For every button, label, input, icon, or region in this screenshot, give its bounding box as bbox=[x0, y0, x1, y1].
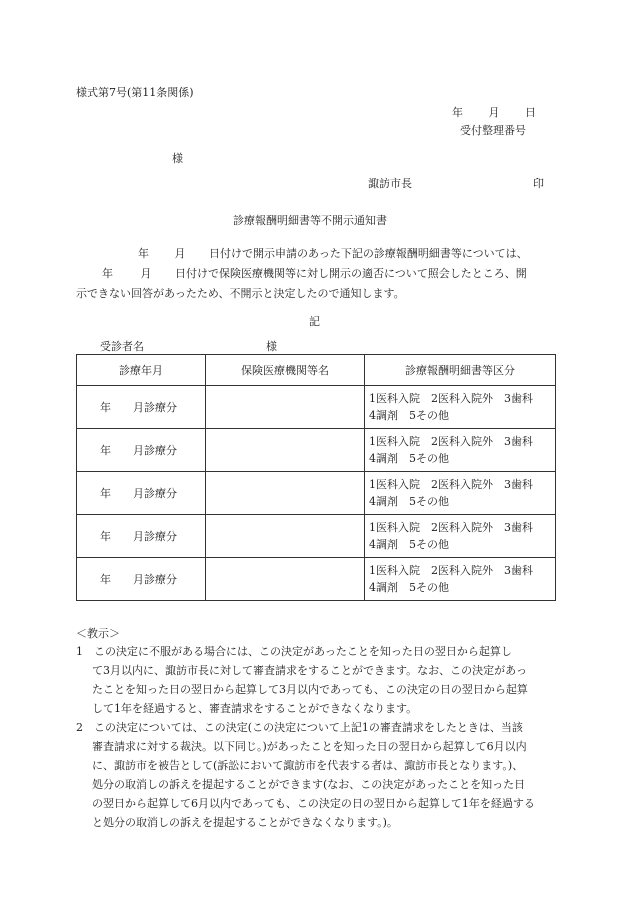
billing-table bbox=[76, 354, 556, 601]
addressee-suffix: 様 bbox=[172, 152, 183, 165]
body-line-2-year: 年 bbox=[102, 267, 113, 280]
ki-label: 記 bbox=[309, 315, 320, 328]
instruction-item-1-line: 1 この決定に不服がある場合には、この決定があったことを知った日の翌日から起算し bbox=[76, 645, 512, 658]
patient-name-suffix: 様 bbox=[266, 340, 277, 353]
table-row bbox=[77, 472, 556, 515]
instruction-heading: ＜教示＞ bbox=[76, 627, 120, 640]
issuer-seal: 印 bbox=[533, 177, 544, 190]
cell-institution bbox=[206, 558, 365, 601]
body-line-1-month: 月 bbox=[174, 247, 186, 260]
cell-institution bbox=[206, 429, 365, 472]
instruction-item-2-line: 処分の取消しの訴えを提起することができます(なお、この決定があったことを知った日 bbox=[92, 778, 526, 791]
issuer-name: 諏訪市長 bbox=[368, 177, 412, 190]
instruction-item-2-line: の翌日から起算して6月以内であっても、この決定の日の翌日から起算して1年を経過する bbox=[92, 797, 535, 810]
instruction-item-2 bbox=[76, 718, 556, 832]
instruction-item-1-line: て3月以内に、諏訪市長に対して審査請求をすることができます。なお、この決定があっ bbox=[92, 664, 528, 677]
instruction-item-2-line: 審査請求に対する裁決。以下同じ。)があったことを知った日の翌日から起算して6月以内 bbox=[92, 740, 527, 753]
patient-name-label: 受診者名 bbox=[100, 340, 144, 353]
table-row bbox=[77, 429, 556, 472]
header-category: 診療報酬明細書等区分 bbox=[365, 355, 556, 386]
receipt-number-label: 受付整理番号 bbox=[460, 124, 526, 137]
cell-institution bbox=[206, 386, 365, 429]
body-line-2-month: 月 bbox=[140, 267, 152, 280]
instruction-item-1-line: して1年を経過すると、審査請求をすることができなくなります。 bbox=[92, 702, 418, 715]
table-header-row bbox=[77, 355, 556, 386]
table-row bbox=[77, 558, 556, 601]
cell-category: 1医科入院 2医科入院外 3歯科 4調剤 5その他 bbox=[365, 386, 556, 429]
instruction-item-2-line: 2 この決定については、この決定(この決定について上記1の審査請求をしたときは、当該 bbox=[76, 721, 523, 734]
form-label: 様式第7号(第11条関係) bbox=[76, 86, 194, 99]
body-line-1 bbox=[76, 246, 556, 262]
cell-institution bbox=[206, 472, 365, 515]
body-line-1-year: 年 bbox=[138, 247, 149, 260]
table-row bbox=[77, 515, 556, 558]
cell-category: 1医科入院 2医科入院外 3歯科 4調剤 5その他 bbox=[365, 515, 556, 558]
instruction-item-2-line: に、諏訪市を被告として(訴訟において諏訪市を代表する者は、諏訪市長となります。)、 bbox=[92, 759, 524, 772]
date-year: 年 bbox=[452, 106, 463, 119]
body-line-2-text: 日付けで保険医療機関等に対し開示の適否について照会したところ、開 bbox=[175, 267, 527, 280]
body-line-2 bbox=[76, 266, 556, 282]
instruction-item-1-line: たことを知った日の翌日から起算して3月以内であっても、この決定の日の翌日から起算 bbox=[92, 683, 528, 696]
date-line bbox=[452, 104, 536, 120]
cell-consult-month: 年 月診療分 bbox=[77, 429, 206, 472]
header-institution: 保険医療機関等名 bbox=[206, 355, 365, 386]
document-title: 診療報酬明細書等不開示通知書 bbox=[233, 214, 387, 227]
cell-consult-month: 年 月診療分 bbox=[77, 472, 206, 515]
body-line-3: 示できない回答があったため、不開示と決定したので通知します。 bbox=[76, 287, 405, 300]
cell-institution bbox=[206, 515, 365, 558]
cell-consult-month: 年 月診療分 bbox=[77, 515, 206, 558]
cell-category: 1医科入院 2医科入院外 3歯科 4調剤 5その他 bbox=[365, 472, 556, 515]
date-day: 日 bbox=[525, 106, 536, 119]
instruction-item-2-line: と処分の取消しの訴えを提起することができなくなります。)。 bbox=[92, 816, 398, 829]
body-line-1-text: 日付けで開示申請のあった下記の診療報酬明細書等については、 bbox=[209, 247, 528, 260]
cell-category: 1医科入院 2医科入院外 3歯科 4調剤 5その他 bbox=[365, 558, 556, 601]
table-row bbox=[77, 386, 556, 429]
cell-consult-month: 年 月診療分 bbox=[77, 386, 206, 429]
date-month: 月 bbox=[488, 106, 500, 119]
cell-consult-month: 年 月診療分 bbox=[77, 558, 206, 601]
cell-category: 1医科入院 2医科入院外 3歯科 4調剤 5その他 bbox=[365, 429, 556, 472]
instruction-item-1 bbox=[76, 642, 556, 718]
header-consult-month: 診療年月 bbox=[77, 355, 206, 386]
